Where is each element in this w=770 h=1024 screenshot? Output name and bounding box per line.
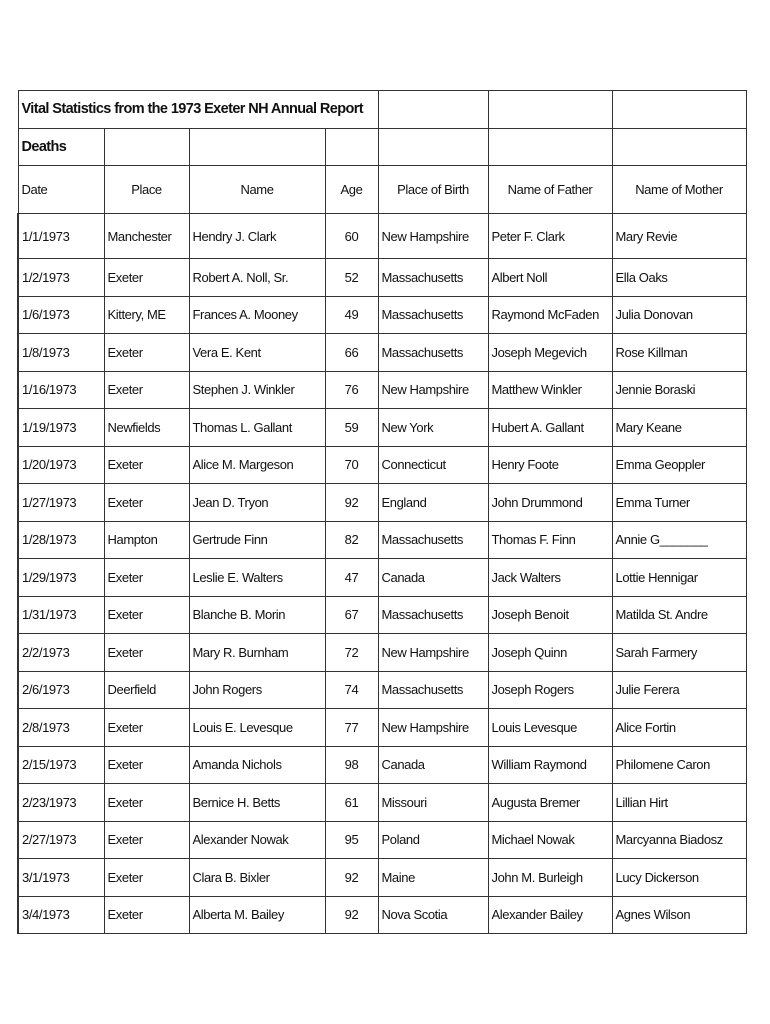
mother-name-cell: Philomene Caron	[612, 746, 746, 784]
father-name-cell: Henry Foote	[488, 446, 612, 484]
place-of-birth-cell: Missouri	[378, 784, 488, 822]
place-cell: Exeter	[104, 446, 189, 484]
name-cell: Stephen J. Winkler	[189, 371, 325, 409]
age-cell: 77	[325, 709, 378, 747]
place-of-birth-cell: Maine	[378, 859, 488, 897]
place-cell: Exeter	[104, 784, 189, 822]
table-row	[18, 334, 746, 372]
place-of-birth-cell: Massachusetts	[378, 596, 488, 634]
column-header-name-of-mother: Name of Mother	[612, 166, 746, 214]
table-row	[18, 371, 746, 409]
father-name-cell: Jack Walters	[488, 559, 612, 597]
empty-cell	[189, 128, 325, 166]
empty-cell	[378, 128, 488, 166]
mother-name-cell: Matilda St. Andre	[612, 596, 746, 634]
mother-name-cell: Emma Turner	[612, 484, 746, 522]
mother-name-cell: Lillian Hirt	[612, 784, 746, 822]
age-cell: 61	[325, 784, 378, 822]
date-cell: 3/1/1973	[18, 859, 104, 897]
date-cell: 1/1/1973	[18, 214, 104, 259]
mother-name-cell: Agnes Wilson	[612, 896, 746, 934]
age-cell: 47	[325, 559, 378, 597]
name-cell: John Rogers	[189, 671, 325, 709]
table-row	[18, 671, 746, 709]
age-cell: 72	[325, 634, 378, 672]
date-cell: 1/2/1973	[18, 259, 104, 297]
empty-cell	[325, 128, 378, 166]
date-cell: 2/2/1973	[18, 634, 104, 672]
name-cell: Amanda Nichols	[189, 746, 325, 784]
mother-name-cell: Sarah Farmery	[612, 634, 746, 672]
mother-name-cell: Mary Keane	[612, 409, 746, 447]
age-cell: 67	[325, 596, 378, 634]
age-cell: 74	[325, 671, 378, 709]
place-cell: Kittery, ME	[104, 296, 189, 334]
age-cell: 92	[325, 484, 378, 522]
name-cell: Jean D. Tryon	[189, 484, 325, 522]
father-name-cell: Raymond McFaden	[488, 296, 612, 334]
father-name-cell: Joseph Quinn	[488, 634, 612, 672]
empty-cell	[612, 91, 746, 129]
place-of-birth-cell: Massachusetts	[378, 259, 488, 297]
name-cell: Robert A. Noll, Sr.	[189, 259, 325, 297]
table-row	[18, 446, 746, 484]
mother-name-cell: Annie G_______	[612, 521, 746, 559]
place-of-birth-cell: New Hampshire	[378, 214, 488, 259]
place-of-birth-cell: New Hampshire	[378, 634, 488, 672]
age-cell: 70	[325, 446, 378, 484]
table-row	[18, 521, 746, 559]
table-row	[18, 821, 746, 859]
table-row	[18, 896, 746, 934]
name-cell: Leslie E. Walters	[189, 559, 325, 597]
date-cell: 1/29/1973	[18, 559, 104, 597]
date-cell: 1/16/1973	[18, 371, 104, 409]
father-name-cell: Augusta Bremer	[488, 784, 612, 822]
table-row	[18, 296, 746, 334]
name-cell: Thomas L. Gallant	[189, 409, 325, 447]
place-of-birth-cell: Massachusetts	[378, 334, 488, 372]
mother-name-cell: Julie Ferera	[612, 671, 746, 709]
age-cell: 60	[325, 214, 378, 259]
father-name-cell: Louis Levesque	[488, 709, 612, 747]
table-row	[18, 784, 746, 822]
column-header-name: Name	[189, 166, 325, 214]
table-row	[18, 559, 746, 597]
date-cell: 1/20/1973	[18, 446, 104, 484]
father-name-cell: Matthew Winkler	[488, 371, 612, 409]
empty-cell	[104, 128, 189, 166]
column-header-row	[18, 166, 746, 214]
table-row	[18, 596, 746, 634]
place-cell: Exeter	[104, 259, 189, 297]
table-row	[18, 259, 746, 297]
age-cell: 92	[325, 859, 378, 897]
father-name-cell: Alexander Bailey	[488, 896, 612, 934]
place-cell: Manchester	[104, 214, 189, 259]
name-cell: Alice M. Margeson	[189, 446, 325, 484]
name-cell: Alexander Nowak	[189, 821, 325, 859]
place-of-birth-cell: England	[378, 484, 488, 522]
column-header-name-of-father: Name of Father	[488, 166, 612, 214]
place-cell: Newfields	[104, 409, 189, 447]
mother-name-cell: Mary Revie	[612, 214, 746, 259]
name-cell: Frances A. Mooney	[189, 296, 325, 334]
place-of-birth-cell: Poland	[378, 821, 488, 859]
age-cell: 98	[325, 746, 378, 784]
date-cell: 1/27/1973	[18, 484, 104, 522]
section-label: Deaths	[18, 128, 104, 166]
place-of-birth-cell: New York	[378, 409, 488, 447]
date-cell: 1/31/1973	[18, 596, 104, 634]
column-header-age: Age	[325, 166, 378, 214]
date-cell: 1/28/1973	[18, 521, 104, 559]
table-row	[18, 859, 746, 897]
table-row	[18, 709, 746, 747]
mother-name-cell: Lucy Dickerson	[612, 859, 746, 897]
age-cell: 49	[325, 296, 378, 334]
age-cell: 76	[325, 371, 378, 409]
name-cell: Clara B. Bixler	[189, 859, 325, 897]
father-name-cell: Hubert A. Gallant	[488, 409, 612, 447]
place-of-birth-cell: Canada	[378, 559, 488, 597]
place-cell: Hampton	[104, 521, 189, 559]
name-cell: Vera E. Kent	[189, 334, 325, 372]
place-cell: Exeter	[104, 746, 189, 784]
place-of-birth-cell: Connecticut	[378, 446, 488, 484]
table-row	[18, 634, 746, 672]
father-name-cell: William Raymond	[488, 746, 612, 784]
place-cell: Exeter	[104, 484, 189, 522]
empty-cell	[612, 128, 746, 166]
table-row	[18, 484, 746, 522]
place-of-birth-cell: Nova Scotia	[378, 896, 488, 934]
place-of-birth-cell: Massachusetts	[378, 521, 488, 559]
table-row	[18, 214, 746, 259]
mother-name-cell: Rose Killman	[612, 334, 746, 372]
place-cell: Deerfield	[104, 671, 189, 709]
place-of-birth-cell: Massachusetts	[378, 671, 488, 709]
mother-name-cell: Ella Oaks	[612, 259, 746, 297]
mother-name-cell: Emma Geoppler	[612, 446, 746, 484]
table-row	[18, 746, 746, 784]
father-name-cell: Joseph Rogers	[488, 671, 612, 709]
father-name-cell: Peter F. Clark	[488, 214, 612, 259]
place-of-birth-cell: Massachusetts	[378, 296, 488, 334]
table-row	[18, 409, 746, 447]
age-cell: 52	[325, 259, 378, 297]
date-cell: 3/4/1973	[18, 896, 104, 934]
date-cell: 1/8/1973	[18, 334, 104, 372]
empty-cell	[488, 91, 612, 129]
place-cell: Exeter	[104, 859, 189, 897]
father-name-cell: John M. Burleigh	[488, 859, 612, 897]
place-of-birth-cell: New Hampshire	[378, 709, 488, 747]
place-cell: Exeter	[104, 634, 189, 672]
name-cell: Gertrude Finn	[189, 521, 325, 559]
father-name-cell: Thomas F. Finn	[488, 521, 612, 559]
father-name-cell: Joseph Megevich	[488, 334, 612, 372]
mother-name-cell: Alice Fortin	[612, 709, 746, 747]
place-cell: Exeter	[104, 559, 189, 597]
report-title: Vital Statistics from the 1973 Exeter NH Annual Report	[18, 91, 378, 129]
father-name-cell: Albert Noll	[488, 259, 612, 297]
place-cell: Exeter	[104, 371, 189, 409]
date-cell: 2/6/1973	[18, 671, 104, 709]
empty-cell	[378, 91, 488, 129]
deaths-table	[17, 90, 747, 934]
father-name-cell: Joseph Benoit	[488, 596, 612, 634]
place-cell: Exeter	[104, 334, 189, 372]
place-of-birth-cell: Canada	[378, 746, 488, 784]
place-of-birth-cell: New Hampshire	[378, 371, 488, 409]
mother-name-cell: Jennie Boraski	[612, 371, 746, 409]
column-header-place-of-birth: Place of Birth	[378, 166, 488, 214]
date-cell: 1/6/1973	[18, 296, 104, 334]
place-cell: Exeter	[104, 596, 189, 634]
date-cell: 2/23/1973	[18, 784, 104, 822]
age-cell: 95	[325, 821, 378, 859]
age-cell: 66	[325, 334, 378, 372]
empty-cell	[488, 128, 612, 166]
column-header-date: Date	[18, 166, 104, 214]
date-cell: 2/27/1973	[18, 821, 104, 859]
place-cell: Exeter	[104, 821, 189, 859]
name-cell: Bernice H. Betts	[189, 784, 325, 822]
mother-name-cell: Marcyanna Biadosz	[612, 821, 746, 859]
name-cell: Mary R. Burnham	[189, 634, 325, 672]
date-cell: 2/8/1973	[18, 709, 104, 747]
name-cell: Hendry J. Clark	[189, 214, 325, 259]
name-cell: Louis E. Levesque	[189, 709, 325, 747]
name-cell: Blanche B. Morin	[189, 596, 325, 634]
mother-name-cell: Lottie Hennigar	[612, 559, 746, 597]
column-header-place: Place	[104, 166, 189, 214]
place-cell: Exeter	[104, 896, 189, 934]
name-cell: Alberta M. Bailey	[189, 896, 325, 934]
age-cell: 82	[325, 521, 378, 559]
father-name-cell: Michael Nowak	[488, 821, 612, 859]
mother-name-cell: Julia Donovan	[612, 296, 746, 334]
father-name-cell: John Drummond	[488, 484, 612, 522]
date-cell: 2/15/1973	[18, 746, 104, 784]
age-cell: 92	[325, 896, 378, 934]
age-cell: 59	[325, 409, 378, 447]
place-cell: Exeter	[104, 709, 189, 747]
date-cell: 1/19/1973	[18, 409, 104, 447]
